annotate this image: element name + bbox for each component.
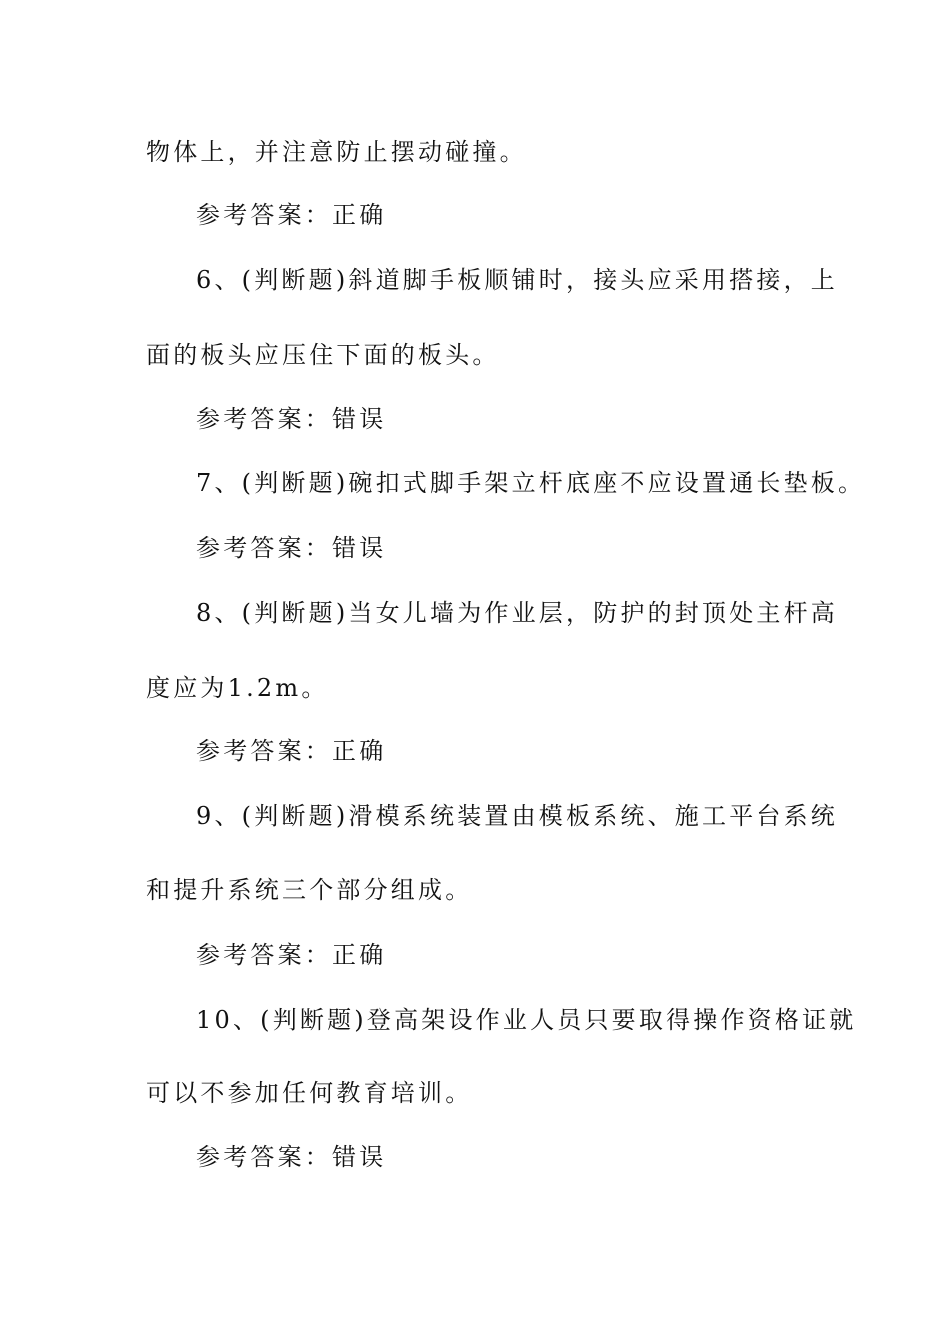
answer-10: 参考答案：错误 [196, 1143, 387, 1171]
answer-9: 参考答案：正确 [196, 941, 387, 969]
question-6-line-2: 面的板头应压住下面的板头。 [146, 341, 500, 369]
answer-8: 参考答案：正确 [196, 737, 387, 765]
question-5-continuation: 物体上，并注意防止摆动碰撞。 [146, 138, 527, 166]
question-9-line-1: 9、(判断题)滑模系统装置由模板系统、施工平台系统 [196, 802, 838, 830]
question-10-line-1: 10、(判断题)登高架设作业人员只要取得操作资格证就 [196, 1006, 857, 1034]
question-8-line-2: 度应为1.2m。 [146, 674, 329, 702]
question-8-line-1: 8、(判断题)当女儿墙为作业层，防护的封顶处主杆高 [196, 599, 838, 627]
answer-7: 参考答案：错误 [196, 534, 387, 562]
answer-6: 参考答案：错误 [196, 405, 387, 433]
question-6-line-1: 6、(判断题)斜道脚手板顺铺时，接头应采用搭接，上 [196, 266, 838, 294]
question-7-line-1: 7、(判断题)碗扣式脚手架立杆底座不应设置通长垫板。 [196, 469, 866, 497]
answer-5: 参考答案：正确 [196, 201, 387, 229]
question-10-line-2: 可以不参加任何教育培训。 [146, 1079, 473, 1107]
question-9-line-2: 和提升系统三个部分组成。 [146, 876, 473, 904]
